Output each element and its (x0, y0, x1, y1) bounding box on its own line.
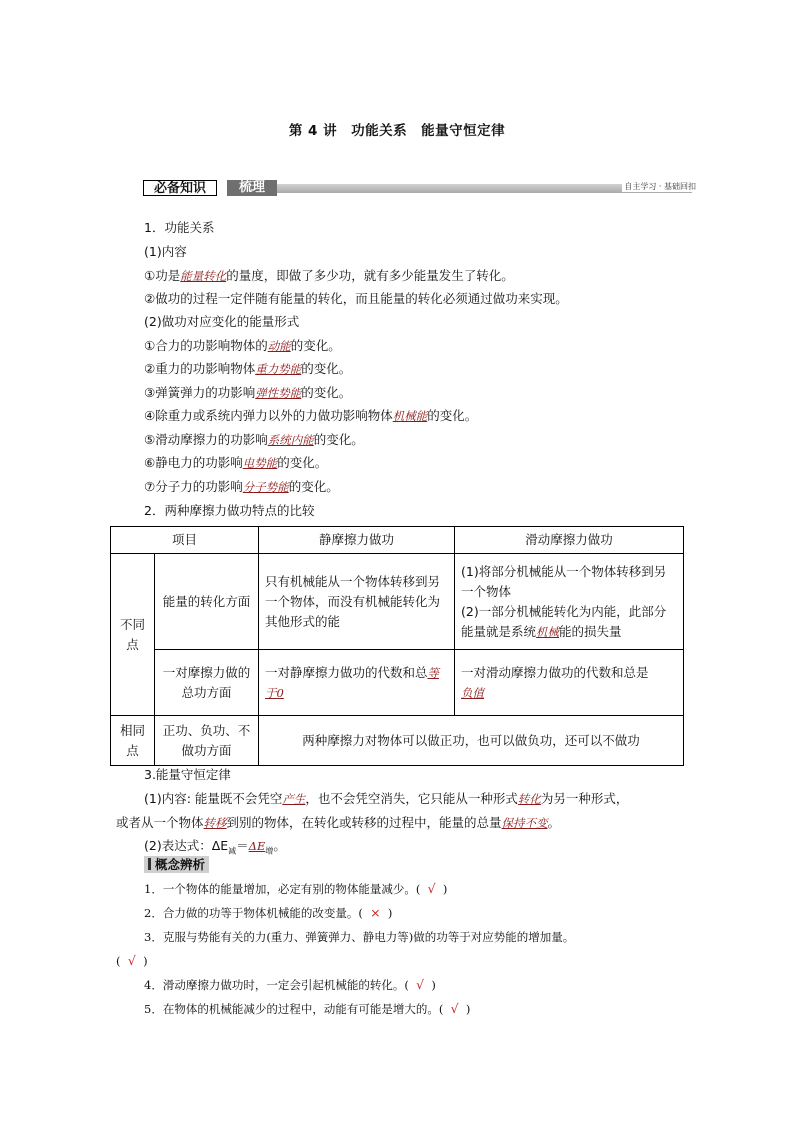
s1-heading: 1．功能关系 (144, 220, 215, 235)
s1-line1: ①功是能量转化的量度，即做了多少功，就有多少能量发生了转化。 (144, 268, 514, 283)
check-mark-icon: √ (450, 1001, 459, 1016)
table-cell: 只有机械能从一个物体转移到另一个物体，而没有机械能转化为其他形式的能 (259, 554, 455, 650)
concept-item: 1．一个物体的能量增加，必定有别的物体能量减少。( √ ) (144, 881, 448, 896)
check-mark-icon: √ (416, 977, 425, 992)
banner-tab: 梳理 (227, 180, 277, 196)
s1-item: ③弹簧弹力的功影响弹性势能的变化。 (144, 385, 352, 400)
concept-item: 4．滑动摩擦力做功时，一定会引起机械能的转化。( √ ) (144, 977, 436, 992)
concept-item-cont: ( √ ) (116, 953, 148, 968)
table-cell: 一对滑动摩擦力做功的代数和总是 负值 (455, 650, 684, 716)
table-cell: (1)将部分机械能从一个物体转移到另一个物体 (2)一部分机械能转化为内能，此部分能量就是系统机械能的损失量 (455, 554, 684, 650)
row-key: 一对摩擦力做的总功方面 (155, 650, 259, 716)
banner-subtitle: 自主学习 · 基础回扣 (624, 182, 696, 191)
concept-item: 2．合力做的功等于物体机械能的改变量。( × ) (144, 905, 393, 920)
cross-mark-icon: × (370, 905, 381, 920)
s1-item: ⑤滑动摩擦力的功影响系统内能的变化。 (144, 432, 364, 447)
table-cell: 一对静摩擦力做功的代数和总等于0 (259, 650, 455, 716)
s2-heading: 2．两种摩擦力做功特点的比较 (144, 503, 315, 518)
group-label: 不同点 (111, 554, 155, 716)
row-key: 正功、负功、不做功方面 (155, 716, 259, 766)
banner-label: 必备知识 (143, 180, 217, 196)
concept-item: 5．在物体的机械能减少的过程中，动能有可能是增大的。( √ ) (144, 1001, 471, 1016)
s1-sub1: (1)内容 (144, 244, 187, 259)
group-label: 相同点 (111, 716, 155, 766)
section-banner (143, 180, 700, 196)
s1-item: ⑥静电力的功影响电势能的变化。 (144, 455, 328, 470)
table-cell: 两种摩擦力对物体可以做正功，也可以做负功，还可以不做功 (259, 716, 684, 766)
s1-item: ④除重力或系统内弹力以外的力做功影响物体机械能的变化。 (144, 408, 478, 423)
table-header: 滑动摩擦力做功 (455, 527, 684, 554)
s3-para1: (1)内容: 能量既不会凭空产生，也不会凭空消失，它只能从一种形式转化为另一种形式， (144, 791, 629, 806)
s3-para2: 或者从一个物体转移到别的物体，在转化或转移的过程中，能量的总量保持不变。 (116, 815, 561, 830)
s1-item: ⑦分子力的功影响分子势能的变化。 (144, 479, 339, 494)
s1-line2: ②做功的过程一定伴随有能量的转化，而且能量的转化必须通过做功来实现。 (144, 291, 568, 306)
concept-label: 概念辨析 (144, 856, 209, 873)
table-header: 项目 (111, 527, 259, 554)
check-mark-icon: √ (427, 881, 436, 896)
s1-sub2: (2)做功对应变化的能量形式 (144, 314, 300, 329)
concept-item: 3．克服与势能有关的力(重力、弹簧弹力、静电力等)做的功等于对应势能的增加量。 (144, 930, 575, 944)
check-mark-icon: √ (127, 953, 136, 968)
table-header-row (111, 527, 684, 554)
row-key: 能量的转化方面 (155, 554, 259, 650)
table-row (111, 716, 684, 766)
page-title: 第 4 讲 功能关系 能量守恒定律 (288, 123, 506, 139)
s3-expression: (2)表达式：$\Delta E_减=\Delta E_增$。 (144, 838, 286, 856)
s1-item: ①合力的功影响物体的动能的变化。 (144, 338, 341, 353)
table-header: 静摩擦力做功 (259, 527, 455, 554)
label-marker-icon (148, 858, 151, 870)
s3-heading: 3.能量守恒定律 (144, 767, 231, 782)
comparison-table (110, 526, 684, 766)
s1-item: ②重力的功影响物体重力势能的变化。 (144, 361, 352, 376)
table-row (111, 554, 684, 650)
table-row (111, 650, 684, 716)
